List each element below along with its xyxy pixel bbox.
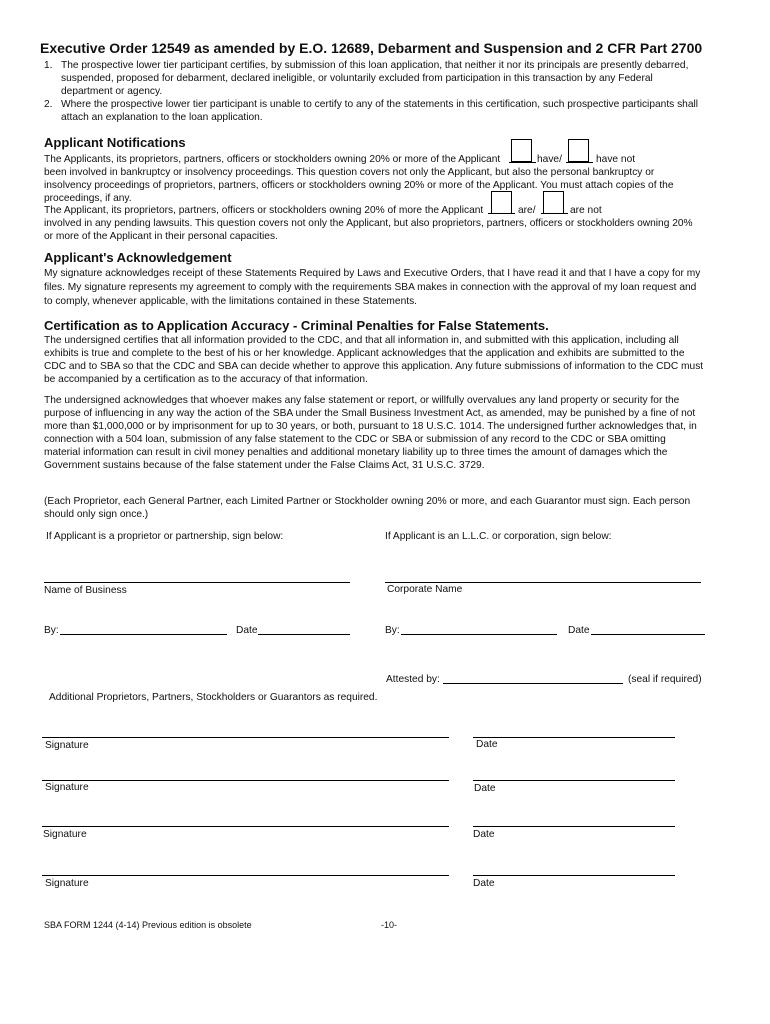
seal-label: (seal if required) [628, 674, 702, 685]
lawsuit-question-details: involved in any pending lawsuits. This question covers not only the Applicant, but also proprietors, partners, officers or stockholders owning 20% or more of the Applicant in their personal capacities. [44, 218, 693, 243]
business-name-line[interactable] [44, 582, 350, 583]
proprietor-date-line[interactable] [258, 634, 350, 635]
signature-line[interactable] [42, 875, 449, 876]
list-item-number: 2. [44, 99, 53, 111]
signing-note: (Each Proprietor, each General Partner, each Limited Partner or Stockholder owning 20% or more, and each Guarantor must sign. Each person should only sign once.) [44, 496, 691, 521]
corporate-date-label: Date [568, 625, 590, 636]
certification-paragraph-1: The undersigned certifies that all information provided to the CDC, and that all information in, and submitted with this application, including all exhibits is true and complete to the best of his or her knowledge. Applicant acknowledges that the application and exhibits are submitted to the CDC and to SBA so that the CDC and SBA can decide whether to approve this application. Any future submissions of information to the CDC must be accompanied by a certification as to the accuracy of that information. [44, 335, 704, 386]
signature-label: Signature [43, 829, 87, 840]
signature-date-label: Date [474, 783, 496, 794]
form-identifier: SBA FORM 1244 (4-14) Previous edition is obsolete [44, 920, 252, 930]
list-item-text: Where the prospective lower tier participant is unable to certify to any of the statements in this certification, such prospective participants shall attach an explanation to the loan application. [61, 99, 699, 124]
list-item-text: The prospective lower tier participant certifies, by submission of this loan application, that neither it nor its principals are presently debarred, suspended, proposed for debarment, declared ineligible, or voluntarily excluded from participation in this transaction by any Federal department or agency. [61, 60, 689, 98]
bankruptcy-question-text: The Applicants, its proprietors, partners, officers or stockholders owning 20% or more of the Applicant [44, 154, 501, 165]
page-number: -10- [381, 920, 398, 930]
list-item [44, 98, 704, 124]
bankruptcy-have-not-label: have not [596, 154, 636, 165]
corporate-date-line[interactable] [591, 634, 705, 635]
signature-date-label: Date [473, 829, 495, 840]
proprietor-by-line[interactable] [60, 634, 227, 635]
eo-certification-list [44, 59, 704, 124]
attested-by-line[interactable] [443, 683, 623, 684]
list-item-number: 1. [44, 60, 53, 71]
signature-date-line[interactable] [473, 780, 675, 781]
list-item [44, 59, 704, 98]
signature-line[interactable] [42, 737, 449, 738]
bankruptcy-have-blank [509, 162, 536, 163]
signature-date-line[interactable] [473, 875, 675, 876]
signature-line[interactable] [42, 826, 449, 827]
signature-label: Signature [45, 878, 89, 889]
bankruptcy-question-details: been involved in bankruptcy or insolvency proceedings. This question covers not only the Applicant, but also the personal bankruptcy or insolvency proceedings of proprietors, partners, officers or stockholders owning 20% or more of the Applicant. You must attach copies of the proceedings, if any. [44, 167, 674, 205]
proprietor-date-label: Date [236, 625, 258, 636]
lawsuit-are-not-label: are not [570, 205, 602, 216]
corporate-name-line[interactable] [385, 582, 701, 583]
corporation-sign-instruction: If Applicant is an L.L.C. or corporation, sign below: [385, 531, 612, 542]
signature-date-line[interactable] [473, 826, 675, 827]
corporate-by-label: By: [385, 625, 400, 636]
proprietor-by-label: By: [44, 625, 59, 636]
acknowledgement-text: My signature acknowledges receipt of these Statements Required by Laws and Executive Orders, that I have read it and that I have a copy for my files. My signature represents my agreement to comply with the requirements SBA makes in connection with the approval of my loan request and to comply, whenever applicable, with the limitations contained in these Statements. [44, 268, 701, 308]
proprietor-sign-instruction: If Applicant is a proprietor or partnership, sign below: [46, 531, 284, 542]
business-name-label: Name of Business [44, 585, 127, 596]
signature-label: Signature [45, 782, 89, 793]
page-title: Executive Order 12549 as amended by E.O. 12689, Debarment and Suspension and 2 CFR Part 2700 [40, 40, 703, 56]
bankruptcy-have-checkbox[interactable] [511, 139, 532, 162]
certification-heading: Certification as to Application Accuracy - Criminal Penalties for False Statements. [44, 318, 549, 333]
additional-signers-label: Additional Proprietors, Partners, Stockholders or Guarantors as required. [49, 692, 378, 703]
attested-by-label: Attested by: [386, 674, 440, 685]
certification-paragraph-2: The undersigned acknowledges that whoever makes any false statement or report, or willfully overvalues any land property or security for the purpose of influencing in any way the action of the SBA under the Small Business Investment Act, as amended, may be punished by a fine of not more than $1,000,000 or by imprisonment for up to 30 years, or both, pursuant to 18 U.S.C. 1014. The undersigned further acknowledges that, in connection with a 504 loan, submission of any false statement to the CDC or SBA or submission of any record to the CDC or SBA omitting material information can result in civil money penalties and additional monetary liability up to three times the amount of damages which the Government sustains because of the false statement under the False Claims Act, 31 U.S.C. 3729. [44, 395, 697, 472]
acknowledgement-heading: Applicant's Acknowledgement [44, 250, 232, 265]
lawsuit-question-text: The Applicant, its proprietors, partners, officers or stockholders owning 20% of more the Applicant [44, 205, 484, 216]
signature-label: Signature [45, 740, 89, 751]
corporate-name-label: Corporate Name [387, 584, 463, 595]
lawsuit-are-checkbox[interactable] [491, 191, 512, 214]
bankruptcy-have-label: have/ [537, 154, 562, 165]
corporate-by-line[interactable] [401, 634, 557, 635]
signature-date-label: Date [473, 878, 495, 889]
signature-date-line[interactable] [473, 737, 675, 738]
bankruptcy-have-not-blank [566, 162, 593, 163]
signature-line[interactable] [42, 780, 449, 781]
bankruptcy-have-not-checkbox[interactable] [568, 139, 589, 162]
lawsuit-are-not-checkbox[interactable] [543, 191, 564, 214]
signature-date-label: Date [476, 739, 498, 750]
lawsuit-are-label: are/ [518, 205, 536, 216]
notifications-heading: Applicant Notifications [44, 135, 186, 150]
